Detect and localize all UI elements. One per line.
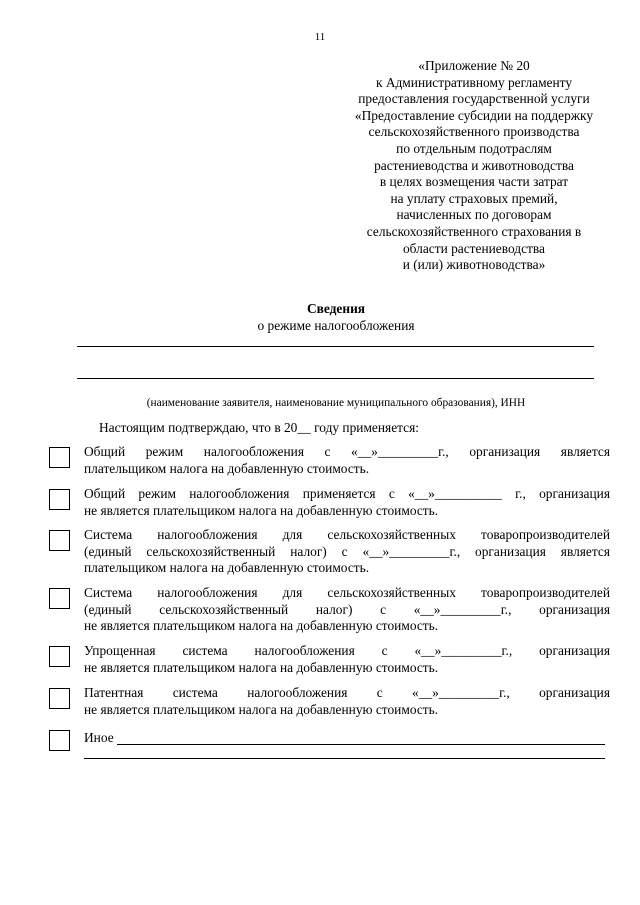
option-text-simplified-non-vat: Упрощенная система налогообложения с «__»_________г., организация не является плательщиком налога на добавленную стоимость.: [84, 643, 610, 675]
option-label-other: Иное: [84, 730, 114, 745]
option-text-general-vat-payer: Общий режим налогообложения с «__»_________г., организация является плательщиком налога на добавленную стоимость.: [84, 444, 610, 476]
applicant-caption: (наименование заявителя, наименование муниципального образования), ИНН: [146, 397, 526, 409]
appendix-line: растениеводства и животноводства: [374, 157, 574, 173]
option-text-patent-non-vat: Патентная система налогообложения с «__»_________г., организация не является плательщиком налога на добавленную стоимость.: [84, 685, 610, 717]
other-input-line-1[interactable]: [117, 744, 605, 745]
appendix-line: сельскохозяйственного производства: [368, 124, 580, 140]
appendix-line: и (или) животноводства»: [402, 257, 546, 273]
option-checkbox-general-non-vat[interactable]: [49, 489, 70, 510]
appendix-line: области растениеводства: [402, 240, 545, 256]
option-checkbox-simplified-non-vat[interactable]: [49, 646, 70, 667]
option-text-agri-tax-non-vat: Система налогообложения для сельскохозяйственных товаропроизводителей (единый сельскохозяйственный налог) с «__»_________г., организация не является плательщиком налога на добавленную стоимость.: [84, 585, 610, 634]
appendix-line: предоставления государственной услуги: [358, 91, 590, 107]
applicant-name-line-1[interactable]: [77, 346, 594, 347]
other-input-line-2[interactable]: [84, 758, 605, 759]
option-text-agri-tax-vat-payer: Система налогообложения для сельскохозяйственных товаропроизводителей (единый сельскохозяйственный налог) с «__»_________г., организация является плательщиком налога на добавленную стоимость.: [84, 527, 610, 576]
appendix-line: «Приложение № 20: [418, 58, 530, 73]
option-checkbox-general-vat-payer[interactable]: [49, 447, 70, 468]
appendix-line: «Предоставление субсидии на поддержку: [354, 107, 594, 123]
page-number: 11: [314, 31, 326, 43]
option-text-general-non-vat: Общий режим налогообложения применяется с «__»__________ г., организация не является плательщиком налога на добавленную стоимость.: [84, 486, 610, 518]
appendix-line: к Административному регламенту: [375, 74, 573, 90]
option-checkbox-other[interactable]: [49, 730, 70, 751]
confirmation-intro: Настоящим подтверждаю, что в 20__ году применяется:: [99, 420, 419, 435]
appendix-line: на уплату страховых премий,: [390, 190, 558, 206]
document-title: Сведения: [306, 301, 366, 316]
appendix-line: сельскохозяйственного страхования в: [366, 223, 582, 239]
option-checkbox-agri-tax-non-vat[interactable]: [49, 588, 70, 609]
document-subtitle: о режиме налогообложения: [257, 318, 415, 333]
appendix-header: [334, 58, 614, 274]
option-checkbox-patent-non-vat[interactable]: [49, 688, 70, 709]
applicant-name-line-2[interactable]: [77, 378, 594, 379]
appendix-line: начисленных по договорам: [396, 207, 552, 223]
appendix-line: в целях возмещения части затрат: [379, 174, 569, 190]
appendix-line: по отдельным подотраслям: [396, 140, 552, 156]
option-checkbox-agri-tax-vat-payer[interactable]: [49, 530, 70, 551]
